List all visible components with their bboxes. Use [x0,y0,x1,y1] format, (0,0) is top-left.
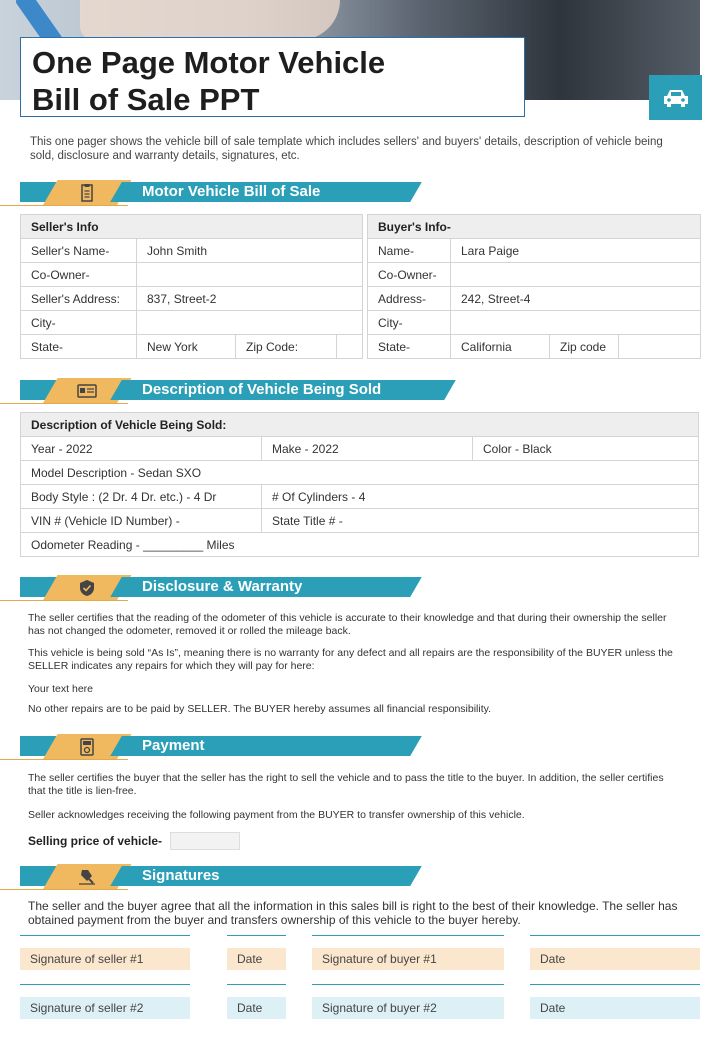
signature-buyer-2[interactable]: Signature of buyer #2 [312,997,504,1019]
seller-name-label: Seller's Name- [21,239,137,263]
seller-name-value: John Smith [137,239,363,263]
signature-buyer-1-date[interactable]: Date [530,948,700,970]
seller-zip-label: Zip Code: [236,335,337,359]
selling-price-input[interactable] [170,832,240,850]
buyer-state-label: State- [368,335,451,359]
signature-seller-1-date[interactable]: Date [227,948,286,970]
vehicle-state-title: State Title # - [262,509,699,533]
buyer-address-value: 242, Street-4 [451,287,701,311]
vehicle-vin: VIN # (Vehicle ID Number) - [21,509,262,533]
vehicle-color: Color - Black [473,437,699,461]
section-header-bill-of-sale [0,180,720,206]
payment-icon [76,738,98,756]
seller-address-label: Seller's Address: [21,287,137,311]
disclosure-paragraph-4: No other repairs are to be paid by SELLER. The BUYER hereby assumes all financial responsibility. [28,703,492,715]
vehicle-description-table [20,412,699,557]
vehicle-year: Year - 2022 [21,437,262,461]
odometer-label: Odometer Reading - [31,537,140,552]
payment-paragraph-2: Seller acknowledges receiving the following payment from the BUYER to transfer ownership of this vehicle. [28,809,525,821]
vehicle-table-header: Description of Vehicle Being Sold: [21,413,699,437]
buyer-info-table [367,214,701,359]
title-line-2: Bill of Sale PPT [32,82,260,117]
buyer-name-label: Name- [368,239,451,263]
disclosure-paragraph-1: The seller certifies that the reading of the odometer of this vehicle is accurate to their knowledge and that during their ownership the seller has not changed the odometer, removed it or rolled the mileage back. [28,612,667,637]
buyer-info-header: Buyer's Info- [368,215,701,239]
buyer-city-label: City- [368,311,451,335]
title-box [20,37,525,117]
seller-zip-value [337,335,363,359]
pen-sign-icon [76,868,98,886]
seller-info-table [20,214,363,359]
selling-price-label: Selling price of vehicle- [28,834,163,848]
seller-coowner-value [137,263,363,287]
signature-seller-1[interactable]: Signature of seller #1 [20,948,190,970]
disclosure-your-text: Your text here [28,683,93,695]
id-card-icon [76,382,98,400]
buyer-zip-value [619,335,701,359]
page-title [32,44,385,118]
seller-address-value: 837, Street-2 [137,287,363,311]
buyer-state-value: California [451,335,550,359]
title-line-1: One Page Motor Vehicle [32,45,386,80]
vehicle-cylinders: # Of Cylinders - 4 [262,485,699,509]
vehicle-make: Make - 2022 [262,437,473,461]
seller-info-header: Seller's Info [21,215,363,239]
signature-buyer-2-date[interactable]: Date [530,997,700,1019]
buyer-coowner-value [451,263,701,287]
section-header-signatures [0,864,720,890]
disclosure-paragraph-2: This vehicle is being sold “As Is”, meaning there is no warranty for any defect and all repairs are the responsibility of the BUYER unless the SELLER indicates any repairs for which they will pay for here: [28,647,673,672]
signature-seller-2[interactable]: Signature of seller #2 [20,997,190,1019]
seller-state-label: State- [21,335,137,359]
seller-coowner-label: Co-Owner- [21,263,137,287]
vehicle-model: Model Description - Sedan SXO [21,461,699,485]
clipboard-icon [76,184,98,202]
odometer-unit: Miles [206,537,235,552]
intro-text: This one pager shows the vehicle bill of sale template which includes sellers' and buyers' details, description of vehicle being sold, disclosure and warranty details, signatures, etc. [30,136,663,162]
section-title: Payment [142,737,205,754]
odometer-blank: _________ [143,537,204,552]
car-icon [661,87,691,109]
seller-city-value [137,311,363,335]
signatures-paragraph: The seller and the buyer agree that all the information in this sales bill is right to the best of their knowledge. The seller has obtained payment from the buyer and transfers ownership of this vehicle to the buyer hereby. [28,899,678,927]
shield-check-icon [76,579,98,597]
section-title: Description of Vehicle Being Sold [142,381,382,398]
buyer-zip-label: Zip code [550,335,619,359]
section-header-payment [0,734,720,760]
seller-state-value: New York [137,335,236,359]
signature-buyer-1[interactable]: Signature of buyer #1 [312,948,504,970]
section-header-disclosure [0,575,720,601]
section-title: Motor Vehicle Bill of Sale [142,183,321,200]
buyer-name-value: Lara Paige [451,239,701,263]
signature-seller-2-date[interactable]: Date [227,997,286,1019]
buyer-coowner-label: Co-Owner- [368,263,451,287]
section-title: Signatures [142,867,220,884]
odometer-reading [21,533,699,557]
section-title: Disclosure & Warranty [142,578,303,595]
section-header-vehicle-description [0,378,720,404]
vehicle-body-style: Body Style : (2 Dr. 4 Dr. etc.) - 4 Dr [21,485,262,509]
car-badge [649,75,702,120]
buyer-city-value [451,311,701,335]
payment-paragraph-1: The seller certifies the buyer that the seller has the right to sell the vehicle and to pass the title to the buyer. In addition, the seller certifies that the title is lien-free. [28,772,664,797]
buyer-address-label: Address- [368,287,451,311]
seller-city-label: City- [21,311,137,335]
hand-graphic [80,0,340,40]
